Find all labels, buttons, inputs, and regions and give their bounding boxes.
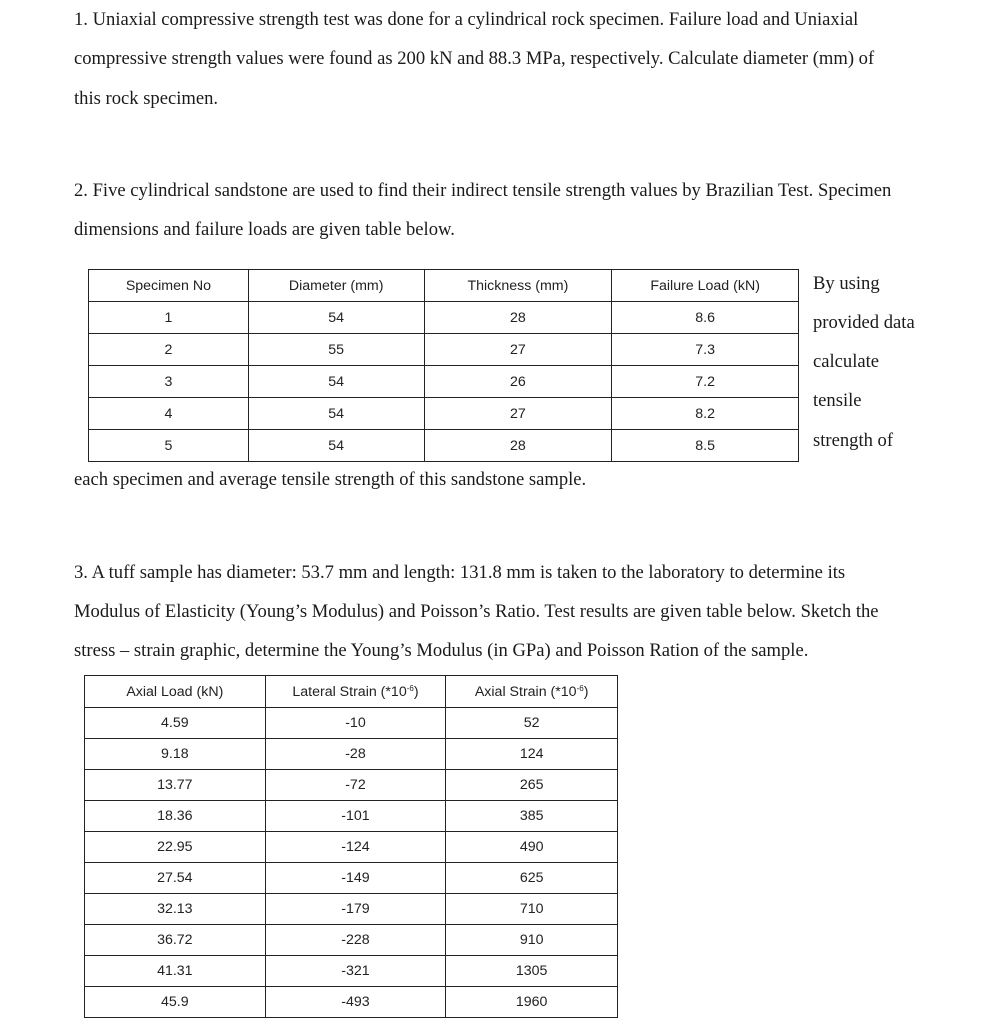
cell: 4 xyxy=(89,398,249,430)
cell: 27 xyxy=(424,334,612,366)
cell: 5 xyxy=(89,430,249,462)
cell: 8.5 xyxy=(612,430,799,462)
cell: -124 xyxy=(265,832,446,863)
stress-strain-table xyxy=(84,675,618,1018)
side-line: provided data xyxy=(813,312,915,333)
cell: 26 xyxy=(424,366,612,398)
q3-line-3: stress – strain graphic, determine the Young’s Modulus (in GPa) and Poisson Ration of the sample. xyxy=(74,640,809,661)
cell: 710 xyxy=(446,894,618,925)
cell: 54 xyxy=(248,430,424,462)
q1-line-1: 1. Uniaxial compressive strength test was done for a cylindrical rock specimen. Failure load and Uniaxial xyxy=(74,9,859,30)
cell: -228 xyxy=(265,925,446,956)
header-axial-load: Axial Load (kN) xyxy=(85,676,266,708)
table-row xyxy=(85,987,618,1018)
table-row xyxy=(85,708,618,739)
side-line: tensile xyxy=(813,390,862,411)
cell: 41.31 xyxy=(85,956,266,987)
header-failure-load: Failure Load (kN) xyxy=(612,270,799,302)
cell: 265 xyxy=(446,770,618,801)
table-row xyxy=(89,334,799,366)
table-row xyxy=(85,894,618,925)
side-line: strength of xyxy=(813,430,894,451)
cell: 2 xyxy=(89,334,249,366)
cell: -321 xyxy=(265,956,446,987)
q3-line-1: 3. A tuff sample has diameter: 53.7 mm and length: 131.8 mm is taken to the laboratory to determine its xyxy=(74,562,846,583)
cell: 1 xyxy=(89,302,249,334)
header-specimen-no: Specimen No xyxy=(89,270,249,302)
cell: 54 xyxy=(248,398,424,430)
table-row xyxy=(85,801,618,832)
cell: 28 xyxy=(424,430,612,462)
cell: 124 xyxy=(446,739,618,770)
table-row xyxy=(85,956,618,987)
cell: -72 xyxy=(265,770,446,801)
side-line: By using xyxy=(813,273,880,294)
cell: 910 xyxy=(446,925,618,956)
cell: -149 xyxy=(265,863,446,894)
header-axial-prefix: Axial Strain (*10 xyxy=(474,683,577,700)
header-axial-suffix: ) xyxy=(583,683,589,700)
cell: 4.59 xyxy=(85,708,266,739)
cell: 32.13 xyxy=(85,894,266,925)
cell: 27.54 xyxy=(85,863,266,894)
cell: 13.77 xyxy=(85,770,266,801)
q3-line-2: Modulus of Elasticity (Young’s Modulus) and Poisson’s Ratio. Test results are given table below. Sketch the xyxy=(74,601,879,622)
header-thickness: Thickness (mm) xyxy=(424,270,612,302)
cell: 8.2 xyxy=(612,398,799,430)
header-diameter: Diameter (mm) xyxy=(248,270,424,302)
table-row xyxy=(89,430,799,462)
q2-line-1: 2. Five cylindrical sandstone are used to find their indirect tensile strength values by Brazilian Test. Specimen xyxy=(74,180,892,201)
cell: 54 xyxy=(248,366,424,398)
cell: 18.36 xyxy=(85,801,266,832)
header-axial-exponent: -6 xyxy=(576,683,584,693)
table-row xyxy=(85,863,618,894)
cell: 55 xyxy=(248,334,424,366)
cell: -179 xyxy=(265,894,446,925)
q1-line-2: compressive strength values were found as 200 kN and 88.3 MPa, respectively. Calculate diameter (mm) of xyxy=(74,48,875,69)
table-header-row xyxy=(85,676,618,708)
cell: 490 xyxy=(446,832,618,863)
table-row xyxy=(85,739,618,770)
cell: 28 xyxy=(424,302,612,334)
cell: -28 xyxy=(265,739,446,770)
cell: 1960 xyxy=(446,987,618,1018)
cell: -493 xyxy=(265,987,446,1018)
cell: 3 xyxy=(89,366,249,398)
table-row xyxy=(89,302,799,334)
cell: 7.2 xyxy=(612,366,799,398)
table-row xyxy=(85,770,618,801)
cell: 22.95 xyxy=(85,832,266,863)
cell: -101 xyxy=(265,801,446,832)
cell: 52 xyxy=(446,708,618,739)
cell: -10 xyxy=(265,708,446,739)
cell: 36.72 xyxy=(85,925,266,956)
table-header-row xyxy=(89,270,799,302)
cell: 385 xyxy=(446,801,618,832)
header-axial-strain xyxy=(446,676,618,708)
side-line: calculate xyxy=(813,351,880,372)
q2-after-text: each specimen and average tensile strength of this sandstone sample. xyxy=(74,469,587,490)
header-lateral-prefix: Lateral Strain (*10 xyxy=(292,683,407,700)
cell: 7.3 xyxy=(612,334,799,366)
cell: 1305 xyxy=(446,956,618,987)
cell: 45.9 xyxy=(85,987,266,1018)
cell: 9.18 xyxy=(85,739,266,770)
header-lateral-exponent: -6 xyxy=(406,683,414,693)
brazilian-test-table xyxy=(88,269,799,462)
header-lateral-suffix: ) xyxy=(413,683,419,700)
table-row xyxy=(85,832,618,863)
cell: 54 xyxy=(248,302,424,334)
cell: 625 xyxy=(446,863,618,894)
table-row xyxy=(89,366,799,398)
table-row xyxy=(85,925,618,956)
q1-line-3: this rock specimen. xyxy=(74,88,219,109)
q2-line-2: dimensions and failure loads are given table below. xyxy=(74,219,455,240)
header-lateral-strain xyxy=(265,676,446,708)
cell: 27 xyxy=(424,398,612,430)
cell: 8.6 xyxy=(612,302,799,334)
table-row xyxy=(89,398,799,430)
